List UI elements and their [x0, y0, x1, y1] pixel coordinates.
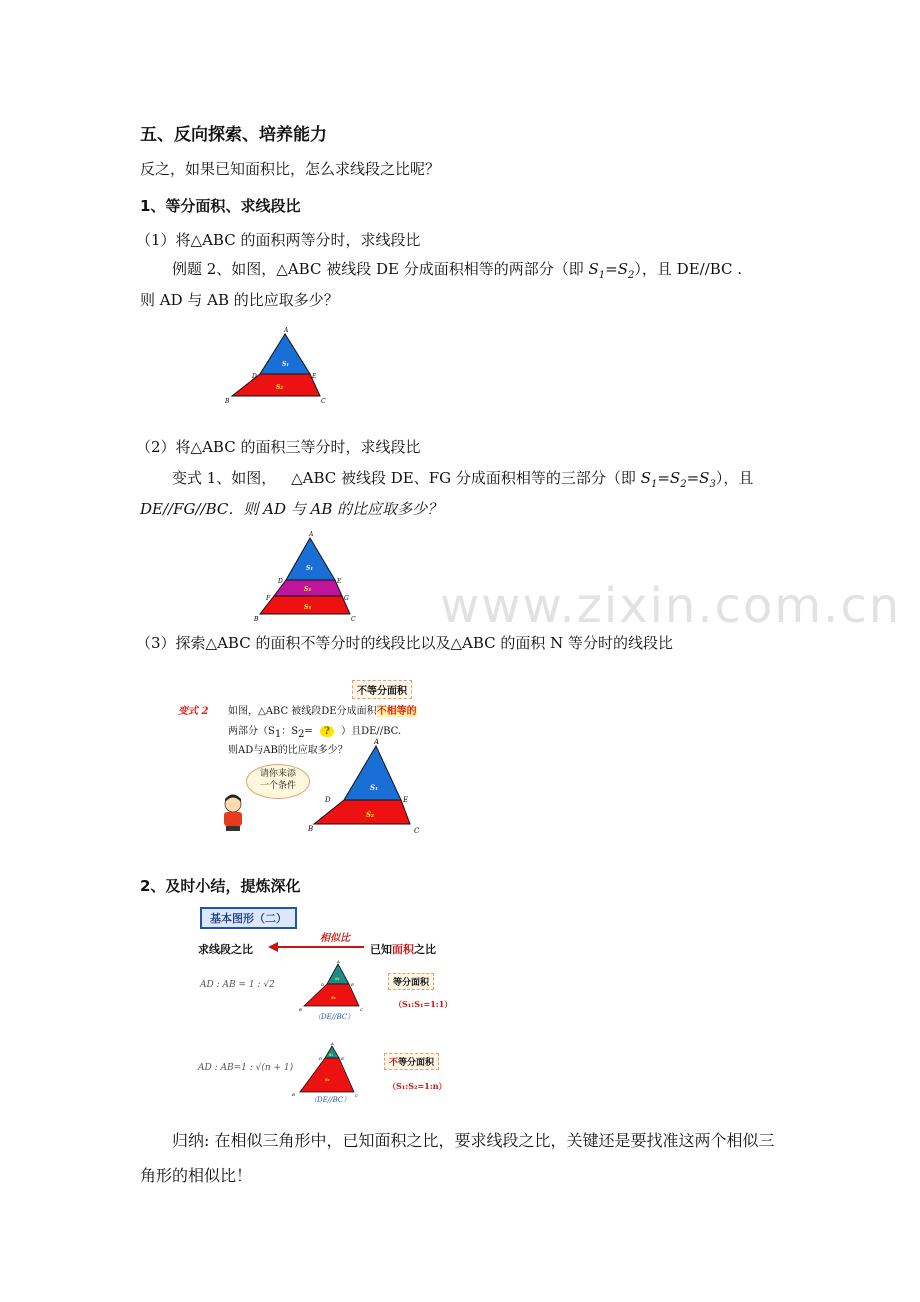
- svg-text:S₂: S₂: [366, 810, 375, 819]
- svg-text:C: C: [321, 398, 326, 405]
- unequal-area-tag: 不等分面积: [352, 680, 412, 699]
- variant1-text-c: ），且: [715, 469, 754, 487]
- svg-text:D: D: [278, 578, 283, 585]
- triangle-figure-4: [296, 958, 370, 1014]
- conclusion-line2: 角形的相似比！: [140, 1166, 253, 1185]
- svg-text:E: E: [403, 796, 409, 804]
- known-area-ratio-label: [370, 941, 436, 957]
- svg-text:E: E: [341, 1056, 344, 1061]
- svg-text:D: D: [252, 373, 257, 380]
- basic-figure-box: 基本图形（二）: [200, 907, 297, 929]
- variant2-line1-text: 如图，△ABC 被线段DE分成面积: [228, 706, 377, 717]
- bubble-line1: 请你来添: [259, 769, 296, 779]
- svg-text:B: B: [308, 825, 314, 833]
- svg-text:S₃: S₃: [304, 604, 311, 611]
- svg-text:S₂: S₂: [276, 384, 283, 391]
- variant1-text: [172, 467, 753, 490]
- section-intro: 反之，如果已知面积比，怎么求线段之比呢？: [140, 160, 441, 178]
- variant1-text-a: 变式 1、如图，: [172, 469, 277, 487]
- svg-text:S₂: S₂: [304, 586, 311, 593]
- example2-question: 则 AD 与 AB 的比应取多少？: [140, 291, 339, 309]
- variant2-line1: [228, 702, 417, 717]
- row1-equal-area-tag: 等分面积: [388, 973, 434, 990]
- known-label-red: 面积: [392, 943, 414, 956]
- svg-text:C: C: [351, 616, 356, 622]
- example2-text-b: ），且 DE//BC .: [634, 260, 743, 278]
- svg-text:B: B: [299, 1007, 302, 1012]
- left-arrow-icon: [268, 940, 368, 954]
- svg-text:B: B: [254, 616, 259, 622]
- example2-text: [172, 258, 742, 281]
- triangle-figure-3: [300, 736, 430, 836]
- variant2-line1-red: 不相等的: [376, 706, 417, 717]
- svg-text:A: A: [337, 959, 340, 964]
- known-label-b: 之比: [414, 943, 436, 956]
- variant2-line2-b: ：S: [281, 726, 299, 737]
- svg-text:S₁: S₁: [306, 565, 313, 572]
- svg-text:A: A: [309, 531, 314, 538]
- variant2-line3: 则AD与AB的比应取多少？: [228, 745, 348, 756]
- svg-text:E: E: [351, 982, 354, 987]
- svg-text:S₂: S₂: [325, 1077, 330, 1082]
- svg-text:B: B: [292, 1092, 295, 1097]
- svg-text:S₂: S₂: [331, 995, 336, 1000]
- case1-heading: （1）将△ABC 的面积两等分时，求线段比: [136, 231, 421, 249]
- svg-text:C: C: [360, 1007, 364, 1012]
- svg-text:S₁: S₁: [370, 783, 379, 792]
- row1-ratio: （S₁:S₁=1:1）: [394, 999, 453, 1009]
- variant1-text-b: △ABC 被线段 DE、FG 分成面积相等的三部分（即: [291, 469, 641, 487]
- bubble-line2: 一个条件: [259, 781, 296, 791]
- row2-tag-a: 不: [389, 1058, 399, 1068]
- svg-text:G: G: [344, 595, 349, 602]
- triangle-figure-1: [220, 326, 330, 406]
- thinking-boy-icon: [216, 794, 250, 832]
- svg-text:S₁: S₁: [282, 361, 289, 368]
- variant2-line2: 两部分（$S_1$：$S_2=$ ? ）且DE//BC.: [228, 726, 402, 740]
- find-segment-ratio-label: 求线段之比: [198, 943, 253, 956]
- svg-text:D: D: [319, 1056, 323, 1061]
- watermark: www.zixin.com.cn: [440, 578, 902, 634]
- row1-caption: （DE//BC）: [314, 1013, 355, 1021]
- row2-unequal-area-tag: [384, 1053, 439, 1070]
- variant2-line2-c: =: [304, 726, 313, 737]
- row2-formula: AD : AB=1 : √(n + 1): [198, 1063, 294, 1073]
- svg-text:D: D: [321, 982, 325, 987]
- svg-text:B: B: [225, 398, 230, 405]
- triangle-figure-2: [236, 530, 356, 622]
- svg-text:S₁: S₁: [329, 1053, 334, 1057]
- question-mark-icon: ?: [320, 726, 334, 737]
- svg-text:A: A: [284, 327, 289, 334]
- svg-text:E: E: [337, 578, 342, 585]
- row1-formula: AD : AB = 1 : √2: [200, 980, 275, 990]
- variant2-label: 变式 2: [178, 706, 209, 717]
- example2-text-a: 例题 2、如图，△ABC 被线段 DE 分成面积相等的两部分（即: [172, 260, 589, 278]
- row2-caption: （DE//BC）: [310, 1096, 351, 1104]
- svg-text:F: F: [266, 595, 271, 602]
- case3-heading: （3）探索△ABC 的面积不等分时的线段比以及△ABC 的面积 N 等分时的线段比: [136, 634, 674, 652]
- svg-text:C: C: [355, 1093, 359, 1098]
- case2-heading: （2）将△ABC 的面积三等分时，求线段比: [136, 438, 421, 456]
- part2-title: 2、及时小结，提炼深化: [140, 877, 301, 895]
- row2-ratio: （S₁:S₂=1:n）: [388, 1081, 447, 1091]
- conclusion-line1: 归纳: 在相似三角形中，已知面积之比，要求线段之比，关键还是要找准这两个相似三: [172, 1131, 775, 1150]
- svg-text:D: D: [325, 796, 331, 804]
- svg-text:C: C: [414, 827, 420, 835]
- example2-formula: $S_1=S_2$: [588, 260, 635, 281]
- svg-text:S₁: S₁: [335, 976, 340, 981]
- part1-title: 1、等分面积、求线段比: [140, 197, 301, 215]
- variant2-line2-a: 两部分（S: [228, 726, 275, 737]
- known-label-a: 已知: [370, 943, 392, 956]
- svg-text:A: A: [331, 1041, 334, 1046]
- svg-text:E: E: [312, 373, 317, 380]
- variant2-line2-d: ）且DE//BC.: [341, 726, 402, 737]
- similarity-ratio-label: 相似比: [320, 933, 350, 944]
- variant1-formula: $S_1=S_2=S_3$: [640, 469, 716, 490]
- variant1-question: DE//FG//BC．则 AD 与 AB 的比应取多少？: [140, 500, 443, 518]
- svg-text:A: A: [374, 738, 380, 746]
- section-title: 五、反向探索、培养能力: [140, 125, 327, 145]
- row2-tag-b: 等分面积: [398, 1058, 435, 1068]
